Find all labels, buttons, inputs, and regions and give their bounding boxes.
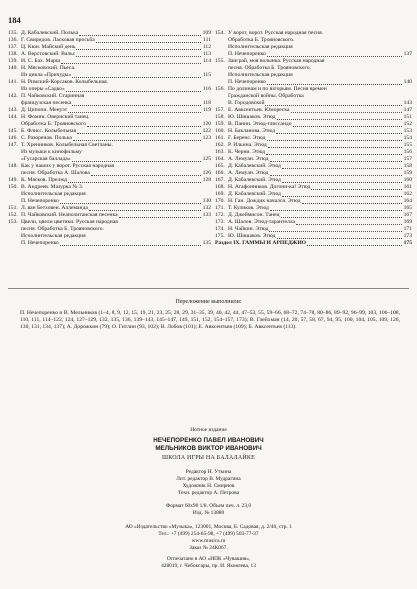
toc-leader-dots [265,105,402,106]
toc-entry-number: 149. [8,177,18,183]
toc-leader-dots [60,245,201,246]
toc-entry-title: П. Нечепоренко [228,51,266,57]
toc-entry-number: 140. [8,65,18,71]
toc-left-column [8,30,211,247]
colophon-artist: Художник Н. Смирнов [182,483,235,489]
toc-section-heading [215,240,412,247]
toc-entry-title: В. Городовской [228,100,265,106]
toc-entry [215,184,412,191]
toc-leader-dots [72,161,201,162]
toc-entry-number: 136. [8,37,18,43]
toc-entry [215,205,412,212]
toc-entry [215,128,412,135]
toc-entry-title: Обработка Б. Трояновского. [228,37,295,43]
toc-entry [8,135,211,142]
toc-page-number: 133 [202,212,211,218]
toc-entry-number: 151. [8,205,18,211]
toc-entry [8,205,211,212]
toc-entry [215,121,412,128]
toc-entry-title: В. Андреев. Мазурка № 3. [21,184,84,190]
toc-leader-dots [61,63,201,64]
toc-entry-number: 169. [215,191,225,197]
performers-text: П. Нечепоренко и В. Мельников (1–4, 8, 9, 12, 15, 19, 21, 23, 25, 28, 29, 31–35, 39, 40, 42, 44, 47–53, 55, 59–66, 68–72, 74–78, 80–86, 89–92, 96–99, 103, 106–108, 110, 111, 114–122, 124, 127–129, 132, 135, 136, 139–143, 145–147, 149, 151, 152, 154–157, 173); В. Глейхман (14, 20, 57, 58, 67, 94, 95, 100, 104, 105, 109, 126, 130, 131, 134, 137); А. Дорожкин (79); О. Гитлин (93, 102); В. Лобов (101); Е. Авксентьев (109); Б. Авксентьев (113). [20,310,400,330]
toc-entry-title: Н. Бакланова. Этюд [228,128,276,134]
toc-leader-dots [277,119,402,120]
toc-page-number: 132 [202,205,211,211]
toc-entry-number: 171. [215,205,225,211]
toc-entry [8,30,211,37]
toc-entry [215,191,412,198]
toc-leader-dots [296,224,402,225]
performers-title: Переложение выполнили: [175,299,242,305]
toc-leader-dots [267,56,402,57]
toc-entry [215,198,412,205]
toc-entry-title: П. Нечепоренко [21,198,59,204]
toc-leader-dots [282,168,402,169]
toc-entry-title: Н. Римский-Корсаков. Колыбельная. [21,79,109,85]
toc-entry-number: 153. [8,219,18,225]
colophon-izd: Изд. № 13880 [192,510,225,516]
toc-page-number: 115 [202,72,211,78]
toc-page-number: 126 [202,170,211,176]
toc-entry-title: Т. Куликов. Этюд [228,205,269,211]
toc-entry-title: Б. Флисс. Колыбельная [21,128,77,134]
toc-entry-title: В. Панин. Этюд-глиссандо [228,121,292,127]
toc-entry-title: П. Чайковский. Старинная [21,93,85,99]
toc-page-number: 114 [202,58,211,64]
toc-entry-title: Г. Свиридов. Ласковая просьба [21,37,95,43]
toc-leader-dots [266,154,402,155]
colophon-editor: Редактор Н. Уткина [185,469,232,475]
toc-leader-dots [267,140,402,141]
colophon-printed: Отпечатано в АО «ИПК «Чувашия», [166,556,251,562]
toc-leader-dots [60,203,201,204]
toc-entry [8,79,211,93]
toc-entry-title: Н. Ган. Дождик начался. Этюд [228,198,301,204]
toc-entry-number: 156. [215,86,225,92]
toc-entry-number: 165. [215,163,225,169]
toc-entry [8,114,211,128]
toc-leader-dots [87,126,201,127]
toc-entry-title: У ворот, ворот. Русская народная песня. [228,30,324,36]
toc-page-number: 171 [403,226,412,232]
toc-entry-number: 160. [215,128,225,134]
toc-entry-number: 147. [8,142,18,148]
toc-entry-number: 142. [8,93,18,99]
toc-leader-dots [270,210,402,211]
toc-entry-number: 145. [8,128,18,134]
toc-entry-title: французская песенка [21,100,72,106]
toc-leader-dots [307,245,402,246]
colophon-order: Заказ № 24К067. [189,545,228,551]
colophon-format: Формат 60х90 1/8. Объем печ. л. 23,0 [165,503,252,509]
toc-page-number: 109 [202,30,211,36]
toc-entry-title: Ц. Кюи. Майский день [21,44,76,50]
toc-leader-dots [282,182,402,183]
toc-leader-dots [79,35,201,36]
toc-leader-dots [77,133,201,134]
toc-leader-dots [72,77,201,78]
toc-leader-dots [76,56,201,57]
toc-page-number: 154 [403,135,412,141]
toc-page-number: 125 [202,156,211,162]
toc-entry-title: Из музыки к кинофильму [21,149,82,155]
colophon-edition-type: Нотное издание [190,427,227,433]
toc-entry-title: Из оперы «Садко» [21,86,65,92]
toc-entry-title: Д. Ципопи. Менуэт [21,107,68,113]
toc-entry-number: 139. [8,58,18,64]
toc-leader-dots [119,217,201,218]
toc-page-number: 116 [202,86,211,92]
toc-entry-title: А. Лемуан. Этюд [228,170,269,176]
toc-entry [8,177,211,184]
toc-leader-dots [302,203,402,204]
toc-entry-title: Ю. Шишаков. Этюд [228,233,276,239]
toc-page-number: 165 [403,205,412,211]
toc-entry-title: песня. Обработка Б. Трояновского. [228,65,311,71]
toc-entry-number: 172. [215,212,225,218]
colophon-author-2: МЕЛЬНИКОВ ВИКТОР ИВАНОВИЧ [155,445,262,452]
toc-entry-title: П. Нечепоренко [228,79,266,85]
toc-entry [215,156,412,163]
toc-page-number: 113 [202,51,211,57]
toc-leader-dots [268,147,402,148]
toc-entry-title: К. Черни. Этюд [228,149,266,155]
toc-page-number: 135 [202,240,211,246]
toc-entry-title: А. Лемуан. Этюд [228,156,269,162]
toc-page-number: 128 [202,177,211,183]
colophon-address: 428019, г. Чебоксары, пр. И. Яковлева, 13 [161,563,256,569]
toc-entry [215,177,412,184]
toc-entry [215,107,412,114]
toc-leader-dots [270,175,403,176]
toc-entry-number: 148. [8,163,18,169]
toc-entry-number: 155. [215,58,225,64]
toc-entry [8,163,211,177]
toc-entry-number: 164. [215,156,225,162]
toc-leader-dots [311,189,402,190]
toc-entry-title: Д. Кабалевский. Этюд [228,163,281,169]
toc-entry [8,128,211,135]
toc-entry-number: 161. [215,135,225,141]
toc-entry-title: песня. Обработка Б. Трояновского. [21,226,104,232]
toc-entry-title: Р. Ильина. Этюд [228,142,267,148]
toc-entry-number: 138. [8,51,18,57]
toc-leader-dots [276,133,402,134]
toc-entry-number: 159. [215,121,225,127]
toc-page-number: 111 [203,37,211,43]
toc-leader-dots [281,217,402,218]
toc-leader-dots [91,175,201,176]
toc-entry-number: 168. [215,184,225,190]
toc-entry-title: Заиграй, моя волынка. Русская народная [228,58,325,64]
toc-page-number: 164 [403,198,412,204]
toc-entry [215,30,412,58]
toc-entry [8,37,211,44]
toc-entry [215,226,412,233]
toc-entry [8,65,211,79]
toc-entry [215,233,412,240]
toc-entry-number: 146. [8,135,18,141]
toc-entry-title: Гражданской войны. Обработка [228,93,304,99]
toc-entry [215,58,412,86]
colophon-lit-editor: Лит. редактор В. Мудрагина [176,476,241,482]
toc-page-number: 155 [403,142,412,148]
toc-entry-title: Исполнительская редакция [21,191,86,197]
colophon-phones: Тел.: +7 (499) 254-65-98, +7 (499) 503-77-37 [158,531,259,537]
colophon-author-1: НЕЧЕПОРЕНКО ПАВЕЛ ИВАНОВИЧ [153,437,264,444]
toc-entry-title: По долинам и по взгорьям. Песня времен [228,86,327,92]
toc-leader-dots [267,84,402,85]
toc-entry-title: Т. Хренников. Колыбельная Светланы. [21,142,113,148]
toc-page-number: 120 [202,121,211,127]
toc-entry [215,135,412,142]
toc-entry [8,51,211,58]
toc-entry-title: Н. Мясковский. Пьеса. [21,65,76,71]
toc-entry-title: «Гусарская баллада» [21,156,71,162]
toc-page-number: 143 [403,100,412,106]
toc-entry-title: Цвели, цвели цветики. Русская народная [21,219,118,225]
toc-entry [8,44,211,51]
toc-entry [8,184,211,205]
toc-leader-dots [282,196,402,197]
toc-leader-dots [293,126,402,127]
toc-entry-title: Исполнительская редакция [21,233,86,239]
toc-entry-number: 162. [215,142,225,148]
toc-page-number: 169 [403,219,412,225]
toc-entry [215,212,412,219]
toc-entry-title: С. Разоренов. Полька [21,135,72,141]
toc-entry-number: 175. [215,233,225,239]
toc-right-column [215,30,412,247]
toc-entry-number: 166. [215,170,225,176]
toc-entry [8,219,211,247]
toc-entry [8,212,211,219]
colophon-tech-editor: Техн. редактор А. Петрова [178,490,239,496]
toc-page-number: 158 [403,163,412,169]
toc-page-number: 140 [403,79,412,85]
toc-page-number: 160 [403,177,412,183]
section-title: Раздел IX. ГАММЫ И АРПЕДЖИО [215,240,307,246]
toc-entry-number: 174. [215,226,225,232]
toc-leader-dots [76,49,201,50]
toc-entry [8,58,211,65]
toc-entry-title: Д. Кабалевский. Этюд [228,177,281,183]
toc-entry-title: Д. Кабалевский. Полька [21,30,79,36]
toc-entry [215,142,412,149]
toc-page-number: 162 [403,191,412,197]
toc-entry-title: Исполнительская редакция [228,72,293,78]
toc-leader-dots [96,42,201,43]
toc-leader-dots [277,238,402,239]
toc-entry-title: песня. Обработка А. Шалова [21,170,90,176]
toc-entry [215,163,412,170]
toc-entry-number: 143. [8,107,18,113]
section-page-number: 175 [403,240,412,246]
toc-leader-dots [89,210,201,211]
toc-entry-number: 158. [215,114,225,120]
toc-page-number: 137 [403,51,412,57]
toc-entry-number: 163. [215,149,225,155]
toc-entry-title: Д. Кабалевский. Этюд [228,191,281,197]
toc-page-number: 152 [403,121,412,127]
toc-leader-dots [270,161,403,162]
toc-entry-number: 152. [8,212,18,218]
toc-page-number: 123 [202,135,211,141]
toc-page-number: 161 [403,184,412,190]
colophon-title: ШКОЛА ИГРЫ НА БАЛАЛАЙКЕ [162,455,255,461]
toc-entry-number: 150. [8,184,18,190]
toc-entry-title: Ю. Шишаков. Этюд [228,114,276,120]
toc-entry-title: Е. Авксентьев. Юмореска [228,107,290,113]
toc-leader-dots [68,112,201,113]
toc-page-number: 122 [202,128,211,134]
toc-page-number: 153 [403,128,412,134]
toc-page-number: 112 [202,44,211,50]
toc-entry-number: 167. [215,177,225,183]
toc-entry-title: К. Мясков. Прелюд [21,177,68,183]
toc-leader-dots [73,140,201,141]
toc-entry [215,114,412,121]
toc-page-number: 157 [403,156,412,162]
divider [8,288,409,289]
toc-entry [8,142,211,163]
toc-entry-title: А. Шалов. Этюд-тарантелла [228,219,296,225]
toc-entry [8,93,211,107]
toc-entry-title: И. С. Бах. Марш [21,58,61,64]
toc-page-number: 147 [403,107,412,113]
toc-entry-title: Как у наших у ворот. Русская народная [21,163,115,169]
toc-entry-title: Н. Чайкин. Этюд [228,226,269,232]
toc-page-number: 156 [403,149,412,155]
toc-entry-number: 157. [215,107,225,113]
toc-page-number: 173 [403,233,412,239]
toc-entry [215,86,412,107]
colophon-publisher: АО «Издательство «Музыка», 123001, Москва, Б. Садовая, д. 2/46, стр. 1 [125,524,292,530]
toc-entry-title: П. Нечепоренко [21,240,59,246]
toc-entry-title: Н. Фомин. Овернский танец. [21,114,90,120]
page-number: 184 [8,15,21,25]
toc-entry-title: Л. ван Бетховен. Аллеманда [21,205,88,211]
toc-entry [215,219,412,226]
toc-page-number: 159 [403,170,412,176]
toc-entry-number: 154. [215,30,225,36]
toc-entry-number: 173. [215,219,225,225]
toc-entry-title: Из цикла «Причуды» [21,72,72,78]
toc-page-number: 130 [202,198,211,204]
toc-entry-title: Исполнительская редакция [228,44,293,50]
toc-page-number: 119 [202,107,211,113]
toc-entry [215,149,412,156]
toc-entry-title: Д. Джеймисон. Танец [228,212,280,218]
toc-entry-title: Н. Агафонников. Догони-ка! Этюд [228,184,311,190]
toc-entry-title: Г. Беренс. Этюд [228,135,266,141]
toc-entry-number: 144. [8,114,18,120]
toc-entry-number: 137. [8,44,18,50]
toc-leader-dots [291,112,402,113]
toc-entry-title: Обработка Б. Трояновского [21,121,87,127]
toc-entry-number: 135. [8,30,18,36]
toc-page-number: 151 [403,114,412,120]
toc-leader-dots [66,91,201,92]
toc-leader-dots [269,231,402,232]
toc-page-number: 167 [403,212,412,218]
toc-page-number: 118 [202,100,211,106]
toc-entry-title: А. Верстовский. Вальс [21,51,76,57]
toc-entry [215,170,412,177]
colophon-website: www.musica.ru [191,538,226,544]
toc-entry [8,107,211,114]
toc-entry-title: П. Чайковский. Неаполитанская песенка [21,212,118,218]
toc-leader-dots [68,182,201,183]
toc-leader-dots [72,105,201,106]
toc-entry-number: 170. [215,198,225,204]
toc-entry-number: 141. [8,79,18,85]
